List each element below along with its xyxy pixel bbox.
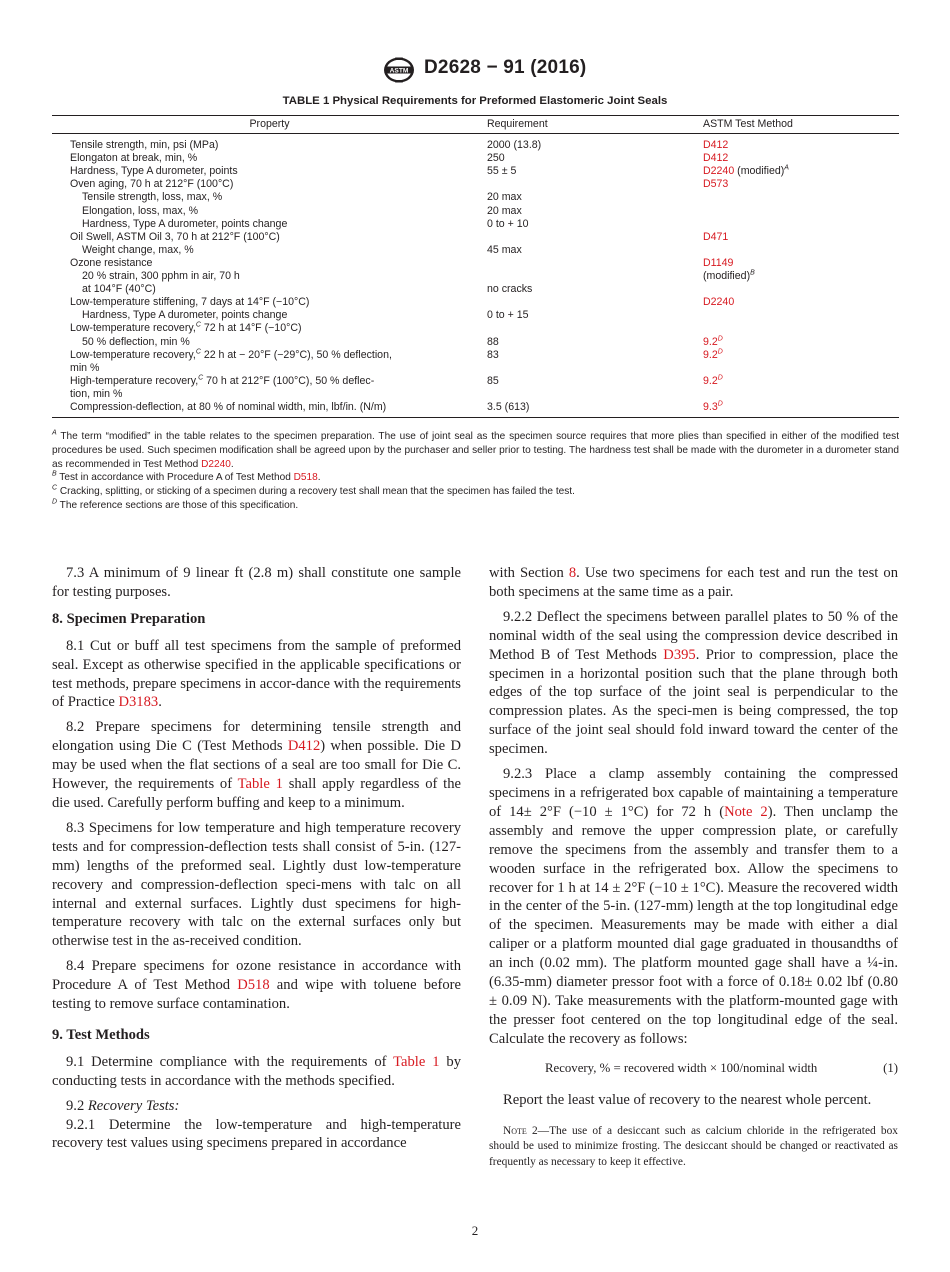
table-row — [52, 218, 899, 231]
method-cell — [703, 283, 899, 296]
requirement-cell — [487, 296, 703, 309]
method-cell — [703, 349, 899, 375]
footnote-mark: D — [717, 374, 723, 382]
method-link-d412[interactable]: D412 — [703, 139, 729, 152]
link-d518[interactable]: D518 — [237, 977, 270, 994]
column-header-requirement: Requirement — [487, 116, 703, 134]
note-2: Note 2—The use of a desiccant such as calcium chloride in the refrigerated box should be used to minimize frosting. The desiccant should be changed or reactivated as frequently as necessary to keep it effective. — [489, 1124, 898, 1168]
method-cell — [703, 296, 899, 309]
table-row — [52, 309, 899, 322]
table-row — [52, 296, 899, 309]
paragraph-9-2-1-continued: with Section 8. Use two specimens for each test and run the test on both specimens at the same time as a pair. — [489, 565, 898, 600]
method-cell — [703, 336, 899, 349]
table-row — [52, 401, 899, 418]
requirement-cell: 88 — [487, 335, 499, 348]
requirement-cell — [487, 178, 703, 191]
requirement-cell: 83 — [487, 348, 499, 361]
method-cell — [703, 134, 899, 153]
column-header-property: Property — [52, 116, 487, 134]
paragraph-report: Report the least value of recovery to the nearest whole percent. — [503, 1091, 872, 1108]
paragraph-9-2-2: 9.2.2 Deflect the specimens between parallel plates to 50 % of the nominal width of the seal using the compression device described in Method B of Test Methods D395. Prior to compression, place the specimen in a horizontal position such that the plane through both edges of the top surface of the joint seal is perpendicular to the compression plates. As the speci-men is being compressed, the top surface of the joint seal should fold inward toward the center of the specimen. — [489, 608, 898, 758]
table-row — [52, 205, 899, 218]
paragraph-9-2-1: 9.2.1 Determine the low-temperature and high-temperature recovery test values using specimens prepared in accordance — [52, 1116, 461, 1152]
property-cell: Ozone resistance — [70, 256, 153, 269]
method-link-9-2[interactable]: 9.2 — [703, 335, 718, 348]
table-row — [52, 152, 899, 165]
property-cell: Elongation, loss, max, % — [82, 204, 198, 217]
footnote-b: $^B$ Test in accordance with Procedure A of Test Method D518. — [52, 471, 321, 484]
property-cell: Compression-deflection, at 80 % of nominal width, min, lbf/in. (N/m) — [52, 401, 487, 418]
link-table-1[interactable]: Table 1 — [237, 776, 283, 793]
table-row — [52, 191, 899, 204]
table-footnotes — [52, 430, 899, 513]
table-row — [52, 231, 899, 244]
property-cell: at 104°F (40°C) — [82, 283, 156, 296]
method-link-9-2[interactable]: 9.2 — [703, 348, 718, 361]
requirement-cell: 55 ± 5 — [487, 165, 517, 178]
property-cell: Low-temperature stiffening, 7 days at 14°F (−10°C) — [70, 296, 310, 309]
property-cell: Hardness, Type A durometer, points — [70, 165, 238, 178]
link-d3183[interactable]: D3183 — [118, 694, 159, 711]
table-title: TABLE 1 Physical Requirements for Preformed Elastomeric Joint Seals — [282, 95, 668, 107]
paragraph-8-3: 8.3 Specimens for low temperature and high temperature recovery tests and for compression-deflection tests shall consist of 5-in. (127-mm) lengths of the preformed seal. Lightly dust low-temperature recovery and compression-deflection speci-mens with talc on all internal and external surfaces. Lightly dust specimens for high-temperature recovery with talc on the external surfaces only but otherwise test in the as-received condition. — [52, 819, 461, 950]
property-cell: Hardness, Type A durometer, points change — [82, 309, 288, 322]
requirement-cell: 250 — [487, 152, 505, 165]
property-cell: Low-temperature recovery,$^C$ 72 h at 14°F (−10°C) — [70, 321, 302, 335]
method-cell — [703, 178, 899, 191]
footnote-mark: D — [717, 348, 723, 356]
property-cell: Elongaton at break, min, % — [70, 152, 198, 165]
paragraph-9-2-3: 9.2.3 Place a clamp assembly containing the compressed specimens in a refrigerated box capable of maintaining a temperature of 14± 2°F (−10 ± 1°C) for 72 h (Note 2). Then unclamp the assembly and remove the upper compression plate, or carefully remove the specimens from the assembly and transfer them to a wooden surface in the refrigerated box. Allow the specimens to recover for 1 h at 14 ± 2°F (−10 ± 1°C). Measure the recovered width in the center of the 5-in. (127-mm) length at the top longitudinal edge of the specimen. Measurements may be made with either a dial caliper or a platform mounted dial gage graduated in thousandths of an inch (0.02 mm). The platform mounted gage shall have a ¼-in. (6.35-mm) diameter pressor foot with a force of 0.18± 0.02 lbf (0.80 ± 0.09 N). Take measurements with the platform-mounted gage with the presser foot centered on the top longitudinal edge of the seal. Calculate the recovery as follows: — [489, 766, 898, 1047]
method-link-d412[interactable]: D412 — [703, 152, 729, 165]
property-cell: Hardness, Type A durometer, points change — [82, 217, 288, 230]
footnote-mark: C — [198, 374, 204, 382]
method-cell — [703, 322, 899, 335]
method-link-d471[interactable]: D471 — [703, 230, 729, 243]
method-cell — [703, 257, 899, 270]
table-row — [52, 178, 899, 191]
method-cell — [703, 165, 899, 178]
requirement-cell — [487, 231, 703, 244]
method-link-d1149[interactable]: D1149 — [703, 256, 734, 269]
footnote-a: $^A$ The term “modified” in the table relates to the specimen preparation. The use of joint seal as the specimen source requires that more plies than specified in either of the modified test procedures be used. Such specimen modification shall be agreed upon by the purchaser and seller prior to testing. The hardness test shall be made with the durometer in a durometer stand as recommended in Test Method D2240. — [52, 429, 899, 470]
table-row — [52, 349, 899, 375]
property-cell: Low-temperature recovery,$^C$ 22 h at − 20°F (−29°C), 50 % deflection, min % — [70, 348, 392, 374]
table-row — [52, 322, 899, 335]
method-cell — [703, 270, 899, 283]
requirement-cell: 45 max — [487, 243, 522, 256]
table-header-row — [52, 116, 899, 134]
requirement-cell: 3.5 (613) — [487, 401, 703, 418]
method-cell — [703, 401, 899, 418]
section-heading-8: 8. Specimen Preparation — [52, 610, 206, 627]
footnote-mark: C — [195, 321, 201, 329]
footnote-mark: C — [195, 348, 201, 356]
method-cell — [703, 244, 899, 257]
page-number: 2 — [471, 1223, 479, 1238]
link-d412[interactable]: D412 — [287, 738, 321, 755]
table-row — [52, 257, 899, 270]
paragraph-9-1: 9.1 Determine compliance with the requirements of Table 1 by conducting tests in accordance with the methods specified. — [52, 1053, 461, 1089]
link-section-8[interactable]: 8 — [568, 565, 577, 581]
property-cell: Weight change, max, % — [82, 243, 194, 256]
footnote-mark: A — [784, 164, 789, 172]
property-cell: Oil Swell, ASTM Oil 3, 70 h at 212°F (100°C) — [70, 230, 280, 243]
method-link-d2240[interactable]: D2240 — [703, 165, 735, 178]
section-heading-9: 9. Test Methods — [52, 1026, 150, 1043]
link-d395[interactable]: D395 — [663, 646, 696, 663]
method-cell — [703, 375, 899, 401]
table-row — [52, 283, 899, 296]
requirement-cell: 20 max — [487, 204, 522, 217]
method-link-d2240[interactable]: D2240 — [703, 296, 735, 309]
footnote-c: $^C$ Cracking, splitting, or sticking of a specimen during a recovery test shall mean that the specimen has failed the test. — [52, 484, 575, 498]
column-header-method: ASTM Test Method — [703, 116, 899, 134]
method-link-9-2[interactable]: 9.2 — [703, 374, 718, 387]
requirement-cell — [487, 257, 703, 270]
method-suffix: (modified) — [734, 165, 785, 178]
method-cell — [703, 191, 899, 204]
property-cell: Tensile strength, loss, max, % — [82, 191, 223, 204]
property-cell: 20 % strain, 300 pphm in air, 70 h — [82, 270, 240, 283]
table-row — [52, 270, 899, 283]
right-column — [489, 564, 898, 1176]
paragraph-8-1: 8.1 Cut or buff all test specimens from the sample of preformed seal. Except as otherwise specified in the applicable specifications or test methods, prepare specimens in accor-dance with the requirements of Practice D3183. — [52, 637, 461, 711]
method-cell — [703, 152, 899, 165]
paragraph-7-3: 7.3 A minimum of 9 linear ft (2.8 m) shall constitute one sample for testing purposes. — [52, 565, 461, 600]
recovery-equation — [489, 1059, 898, 1077]
footnote-d: $^D$ The reference sections are those of this specification. — [52, 498, 299, 511]
table-row — [52, 375, 899, 401]
requirement-cell — [487, 270, 703, 283]
link-table-1[interactable]: Table 1 — [393, 1053, 440, 1070]
requirement-cell — [487, 322, 703, 335]
property-cell: High-temperature recovery,$^C$ 70 h at 212°F (100°C), 50 % deflec- tion, min % — [70, 374, 375, 400]
method-link-d573[interactable]: D573 — [703, 178, 729, 191]
requirement-cell: 2000 (13.8) — [487, 139, 542, 152]
footnote-mark: B — [750, 269, 755, 277]
method-cell — [703, 231, 899, 244]
table-row — [52, 244, 899, 257]
footnote-mark: D — [717, 400, 723, 408]
method-cell — [703, 309, 899, 322]
table-row — [52, 165, 899, 178]
equation-number: (1) — [883, 1060, 898, 1075]
method-note: (modified) — [703, 270, 751, 283]
requirement-cell: 20 max — [487, 191, 522, 204]
equation-text: Recovery, % = recovered width × 100/nominal width — [545, 1060, 818, 1075]
link-note-2[interactable]: Note 2 — [724, 803, 768, 820]
table-row — [52, 134, 899, 153]
property-cell: Tensile strength, min, psi (MPa) — [70, 139, 219, 152]
page-header — [0, 56, 950, 84]
requirement-cell: 0 to + 10 — [487, 217, 529, 230]
property-cell: Oven aging, 70 h at 212°F (100°C) — [70, 178, 234, 191]
paragraph-9-2: 9.2 Recovery Tests: — [66, 1097, 180, 1114]
requirement-cell: 85 — [487, 374, 499, 387]
requirement-cell: 0 to + 15 — [487, 309, 529, 322]
footnote-mark: D — [717, 334, 723, 342]
table-row — [52, 336, 899, 349]
method-cell — [703, 218, 899, 231]
footnote-link-d2240[interactable]: D2240 — [201, 458, 231, 470]
method-link-9-3[interactable]: 9.3 — [703, 400, 718, 413]
footnote-link-d518[interactable]: D518 — [293, 472, 318, 484]
requirement-cell: no cracks — [487, 283, 533, 296]
left-column — [52, 564, 461, 1159]
requirements-table — [52, 115, 899, 418]
astm-logo-icon — [381, 56, 417, 84]
svg-text:ASTM: ASTM — [389, 67, 409, 75]
method-cell — [703, 205, 899, 218]
paragraph-8-4: 8.4 Prepare specimens for ozone resistance in accordance with Procedure A of Test Method D518 and wipe with toluene before testing to remove surface contamination. — [52, 958, 461, 1013]
paragraph-8-2: 8.2 Prepare specimens for determining tensile strength and elongation using Die C (Test Methods D412) when possible. Die D may be used when the flat sections of a seal are too small for Die C. However, the requirements of Table 1 shall apply regardless of the die used. Carefully perform buffing and keep to a minimum. — [52, 719, 461, 811]
standard-designation: D2628 − 91 (2016) — [424, 57, 587, 78]
property-cell: 50 % deflection, min % — [82, 335, 190, 348]
